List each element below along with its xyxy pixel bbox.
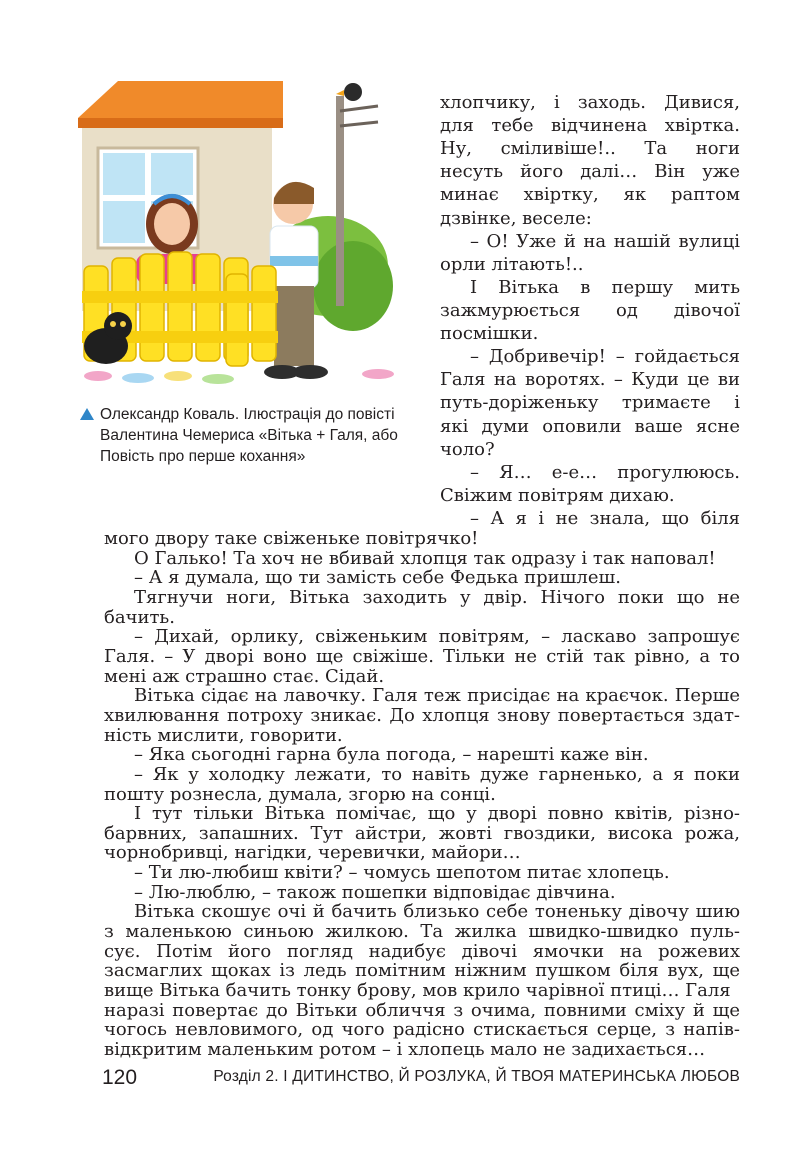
running-head: Розділ 2. І ДИТИНСТВО, Й РОЗЛУКА, Й ТВОЯ МАТЕРИНСЬКА ЛЮБОВ [213,1068,740,1085]
text-line: – Лю-люблю, – також пошепки відповідає дівчина. [134,882,616,903]
text-line: несуть його далі… Він уже [440,161,740,182]
text-line: Галя на воротях. – Куди це ви [440,369,740,390]
text-line: – А я думала, що ти замість себе Федька пришлеш. [134,567,621,588]
text-line: для тебе відчинена хвіртка. [440,115,740,136]
text-line: барвних, запашних. Тут айстри, жовті гвоздики, висока рожа, [104,823,740,844]
text-line: Галя. – У дворі воно ще свіжіше. Тільки не стій так рівно, а то [104,646,740,667]
text-line: хлопчику, і заходь. Дивися, [440,92,740,113]
text-line: Свіжим повітрям дихаю. [440,485,675,506]
text-line: – Ти лю-любиш квіти? – чомусь шепотом питає хлопець. [134,862,670,883]
text-line: – Дихай, орлику, свіженьким повітрям, – ласкаво запрошує [134,626,740,647]
triangle-marker-icon [80,408,94,420]
text-line: Тягнучи ноги, Вітька заходить у двір. Нічого поки що не [134,587,740,608]
page-number: 120 [102,1066,138,1089]
text-line: – Добривечір! – гойдається [470,346,740,367]
text-line: хвилювання потроху зникає. До хлопця знову повертається здат- [104,705,740,726]
text-line: І тут тільки Вітька помічає, що у дворі повно квітів, різно- [134,803,740,824]
text-line: мого двору таке свіженьке повітрячко! [104,528,479,549]
text-line: чоло? [440,439,495,460]
text-line: наразі повертає до Вітьки обличчя з очима, повними сміху й ще [104,1000,740,1021]
text-line: Вітька сідає на лавочку. Галя теж присідає на краєчок. Перше [134,685,740,706]
text-line: посмішки. [440,323,539,344]
text-line: Ну, сміливіше!.. Та ноги [440,138,740,159]
text-line: дзвінке, веселе: [440,208,592,229]
illustration [78,76,408,388]
text-line: відкритим маленьким ротом – і хлопець мало не задихається… [104,1039,706,1060]
text-line: вище Вітька бачить тонку брову, мов крило чарівної птиці… Галя [104,980,731,1001]
text-line: ність мислити, говорити. [104,725,343,746]
text-line: О Галько! Та хоч не вбивай хлопця так одразу і так наповал! [134,548,716,569]
text-line: – А я і не знала, що біля [470,508,740,529]
text-line: минає хвіртку, як раптом [440,184,740,205]
text-line: І Вітька в першу мить [470,277,740,298]
text-line: орли літають!.. [440,254,584,275]
text-line: чорнобривці, нагідки, черевички, майори… [104,842,521,863]
text-line: – О! Уже й на нашій вулиці [470,231,740,252]
text-line: сує. Потім його погляд надибує дівочі ямочки на рожевих [104,941,740,962]
text-line: путь-доріженьку тримаєте і [440,392,740,413]
text-line: – Яка сьогодні гарна була погода, – нарешті каже він. [134,744,649,765]
text-line: Вітька скошує очі й бачить близько себе тоненьку дівочу шию [134,901,740,922]
text-line: з маленькою синьою жилкою. Та жилка швидко-швидко пуль- [104,921,740,942]
text-line: – Як у холодку лежати, то навіть дуже гарненько, а я поки [134,764,740,785]
text-line: чогось невловимого, од чого радісно стискається серце, з напів- [104,1019,740,1040]
text-line: зажмурюється од дівочої [440,300,740,321]
illustration-caption: Олександр Коваль. Ілюстрація до повісті Валентина Чемериса «Вітька + Галя, або Повість про перше кохання» [100,404,422,467]
text-line: пошту рознесла, думала, згорю на сонці. [104,784,496,805]
text-line: мені аж страшно стає. Сідай. [104,666,385,687]
text-line: бачить. [104,607,175,628]
text-line: засмаглих щоках із ледь помітним ніжним пушком біля вух, ще [104,960,740,981]
text-line: які думи оповили ваше ясне [440,416,740,437]
text-line: – Я… е-е… прогулююсь. [470,462,740,483]
